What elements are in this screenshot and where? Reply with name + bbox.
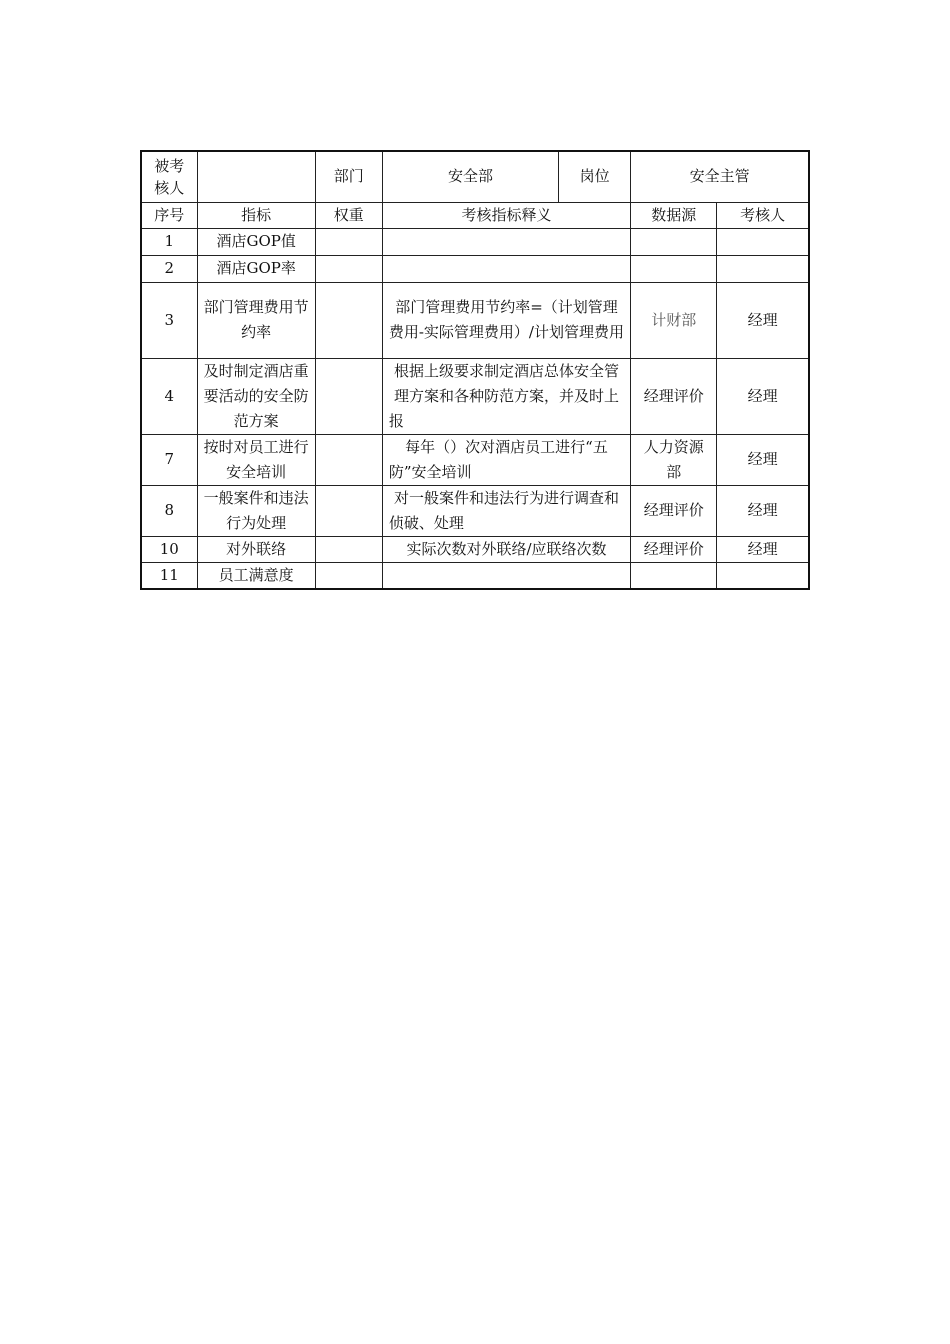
kpi-table: [140, 150, 810, 590]
table-row: [141, 228, 809, 255]
row-assessor: 经理: [717, 485, 809, 536]
row-assessor: [717, 255, 809, 282]
row-assessor: 经理: [717, 536, 809, 562]
post-value: 安全主管: [631, 151, 809, 202]
row-source: [631, 228, 717, 255]
row-source: 经理评价: [631, 485, 717, 536]
row-desc: 对一般案件和违法行为进行调查和侦破、处理: [382, 485, 630, 536]
header-info-row: [141, 151, 809, 202]
row-no: 8: [141, 485, 197, 536]
row-no: 11: [141, 562, 197, 589]
row-desc: 实际次数对外联络/应联络次数: [382, 536, 630, 562]
row-source: 经理评价: [631, 536, 717, 562]
dept-value: 安全部: [382, 151, 558, 202]
row-desc: [382, 562, 630, 589]
row-assessor: 经理: [717, 358, 809, 434]
row-desc: 部门管理费用节约率=（计划管理费用-实际管理费用）/计划管理费用: [382, 282, 630, 358]
row-desc: [382, 228, 630, 255]
column-header-row: [141, 202, 809, 228]
row-weight: [315, 255, 382, 282]
col-desc-header: 考核指标释义: [382, 202, 630, 228]
row-desc: [382, 255, 630, 282]
post-label: 岗位: [559, 151, 631, 202]
row-source: [631, 562, 717, 589]
row-source: [631, 255, 717, 282]
row-weight: [315, 536, 382, 562]
row-indicator: 一般案件和违法行为处理: [197, 485, 315, 536]
col-no-header: 序号: [141, 202, 197, 228]
examinee-value: [197, 151, 315, 202]
row-no: 3: [141, 282, 197, 358]
row-indicator: 对外联络: [197, 536, 315, 562]
table-row: [141, 434, 809, 485]
row-no: 7: [141, 434, 197, 485]
examinee-label: 被考核人: [141, 151, 197, 202]
row-indicator: 及时制定酒店重要活动的安全防范方案: [197, 358, 315, 434]
row-weight: [315, 434, 382, 485]
table-row: [141, 282, 809, 358]
row-indicator: 酒店GOP值: [197, 228, 315, 255]
row-no: 1: [141, 228, 197, 255]
col-assessor-header: 考核人: [717, 202, 809, 228]
row-weight: [315, 228, 382, 255]
col-indicator-header: 指标: [197, 202, 315, 228]
row-weight: [315, 485, 382, 536]
table-row: [141, 485, 809, 536]
table-row: [141, 358, 809, 434]
row-no: 10: [141, 536, 197, 562]
row-source: 计财部: [631, 282, 717, 358]
row-no: 2: [141, 255, 197, 282]
row-assessor: 经理: [717, 434, 809, 485]
table-row: [141, 255, 809, 282]
row-weight: [315, 562, 382, 589]
row-desc: 根据上级要求制定酒店总体安全管理方案和各种防范方案，并及时上报: [382, 358, 630, 434]
row-assessor: [717, 228, 809, 255]
row-indicator: 酒店GOP率: [197, 255, 315, 282]
row-indicator: 部门管理费用节约率: [197, 282, 315, 358]
table-row: [141, 536, 809, 562]
row-assessor: [717, 562, 809, 589]
col-weight-header: 权重: [315, 202, 382, 228]
row-indicator: 按时对员工进行安全培训: [197, 434, 315, 485]
row-source: 人力资源部: [631, 434, 717, 485]
row-indicator: 员工满意度: [197, 562, 315, 589]
table-row: [141, 562, 809, 589]
row-weight: [315, 358, 382, 434]
row-weight: [315, 282, 382, 358]
row-no: 4: [141, 358, 197, 434]
row-source: 经理评价: [631, 358, 717, 434]
dept-label: 部门: [315, 151, 382, 202]
col-source-header: 数据源: [631, 202, 717, 228]
row-assessor: 经理: [717, 282, 809, 358]
row-desc: 每年（）次对酒店员工进行“五防”安全培训: [382, 434, 630, 485]
